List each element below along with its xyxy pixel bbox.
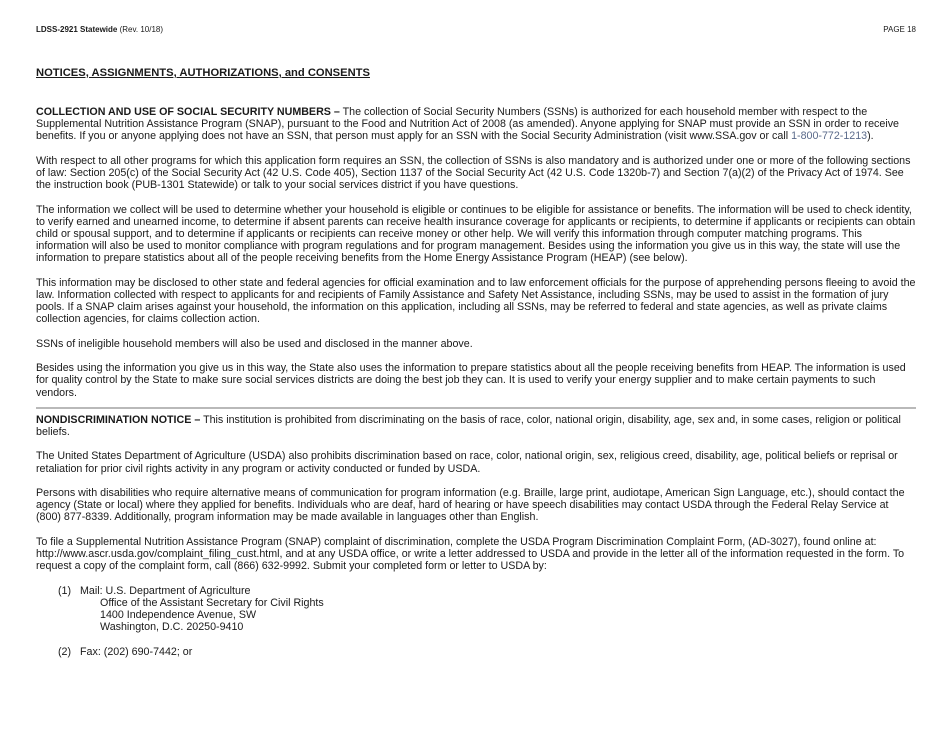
nondiscrimination-text-1: This institution is prohibited from discriminating on the basis of race, color, national origin, disability, age, sex and, in some cases, religion or political beliefs.	[36, 413, 901, 438]
mail-address-line-3: 1400 Independence Avenue, SW	[100, 608, 257, 621]
form-id: LDSS-2921 Statewide	[36, 25, 118, 34]
mail-address-line-2: Office of the Assistant Secretary for Civil Rights	[100, 596, 324, 609]
submission-method-fax	[36, 646, 916, 658]
nondiscrimination-paragraph-4: To file a Supplemental Nutrition Assistance Program (SNAP) complaint of discrimination, complete the USDA Program Discrimination Complaint Form, (AD-3027), found online at: http://www.ascr.usda.gov/complaint_filing_cust.html, and at any USDA office, or write a letter addressed to USDA and provide in the letter all of the information requested in the form. To request a copy of the complaint form, call (866) 632-9992. Submit your completed form or letter to USDA by:	[36, 535, 905, 573]
submission-method-mail	[36, 585, 916, 634]
nondiscrimination-paragraph-3: Persons with disabilities who require alternative means of communication for program information (e.g. Braille, large print, audiotape, American Sign Language, etc.), should contact the agency (State or local) where they applied for benefits. Individuals who are deaf, hard of hearing or have speech disabilities may contact USDA through the Federal Relay Service at (800) 877-8339. Additionally, program information may be made available in languages other than English.	[36, 486, 905, 524]
document-body	[36, 106, 916, 658]
page-header	[36, 25, 916, 34]
list-number: (1)	[58, 584, 72, 597]
nondiscrimination-paragraph-1	[36, 414, 916, 438]
mail-label: Mail: U.S. Department of Agriculture	[80, 584, 251, 597]
ssn-text-1-end: ).	[867, 130, 874, 143]
section-divider	[36, 407, 916, 409]
page-title: NOTICES, ASSIGNMENTS, AUTHORIZATIONS, and CONSENTS	[36, 67, 370, 79]
form-revision: (Rev. 10/18)	[119, 25, 164, 34]
nondiscrimination-paragraph-2: The United States Department of Agriculture (USDA) also prohibits discrimination based on race, color, national origin, sex, religious creed, disability, age, political beliefs or reprisal or retaliation for prior civil rights activity in any program or activity conducted or funded by USDA.	[36, 450, 898, 475]
ssn-paragraph-1	[36, 106, 916, 143]
page-number: PAGE 18	[883, 25, 916, 34]
nondiscrimination-heading: NONDISCRIMINATION NOTICE –	[36, 413, 201, 426]
ssn-heading: COLLECTION AND USE OF SOCIAL SECURITY NUMBERS –	[36, 106, 340, 118]
ssn-paragraph-4: This information may be disclosed to other state and federal agencies for official examination and to law enforcement officials for the purpose of apprehending persons fleeing to avoid the law. Information collected with respect to applicants for and recipients of Family Assistance and Safety Net Assistance, including SSNs, may be used to assist in the formation of jury pools. If a SNAP claim arises against your household, the information on this application, including all SSNs, may be referred to federal and state agencies, as well as private claims collection agencies, for claims collection action.	[36, 276, 916, 326]
list-number: (2)	[58, 645, 72, 658]
fax-label: Fax: (202) 690-7442; or	[80, 645, 193, 658]
ssn-paragraph-6: Besides using the information you give us in this way, the State also uses the information to prepare statistics about all the people receiving benefits from HEAP. The information is used for quality control by the State to make sure social services districts are doing the best job they can. It is used to verify your energy supplier and to make certain payments to such vendors.	[36, 362, 906, 399]
ssn-paragraph-5: SSNs of ineligible household members will also be used and disclosed in the manner above.	[36, 337, 473, 350]
ssn-paragraph-2: With respect to all other programs for which this application form requires an SSN, the collection of SSNs is also mandatory and is authorized under one or more of the following sections of law: Section 205(c) of the Social Security Act (42 U.S. Code 405), Section 1137 of the Social Security Act (42 U.S. Code 1320b-7) and Section 7(a)(2) of the Privacy Act of 1974. See the instruction book (PUB-1301 Statewide) or talk to your social services district if you have questions.	[36, 154, 911, 192]
ssn-text-1: The collection of Social Security Numbers (SSNs) is authorized for each household member with respect to the Supplemental Nutrition Assistance Program (SNAP), pursuant to the Food and Nutrition Act of 2008 (as amended). Anyone applying for SNAP must provide an SSN in order to receive benefits. If you or anyone applying does not have an SSN, that person must apply for an SSN with the Social Security Administration (visit www.SSA.gov or call	[36, 106, 899, 143]
ssa-phone-link[interactable]: 1-800-772-1213	[791, 130, 868, 143]
mail-address-line-4: Washington, D.C. 20250-9410	[100, 621, 244, 634]
ssn-paragraph-3: The information we collect will be used to determine whether your household is eligible or continues to be eligible for assistance or benefits. The information will be used to check identity, to verify earned and unearned income, to determine if absent parents can receive health insurance coverage for applicants or recipients, to determine if applicants or recipients can obtain child or spousal support, and to determine if applicants or recipients can receive money or other help. We will verify this information through computer matching programs. This information will also be used to monitor compliance with program regulations and for program management. Besides using the information you give us in this way, the state will use the information to prepare statistics about all of the people receiving benefits from the Home Energy Assistance Program (HEAP) (see below).	[36, 203, 916, 265]
